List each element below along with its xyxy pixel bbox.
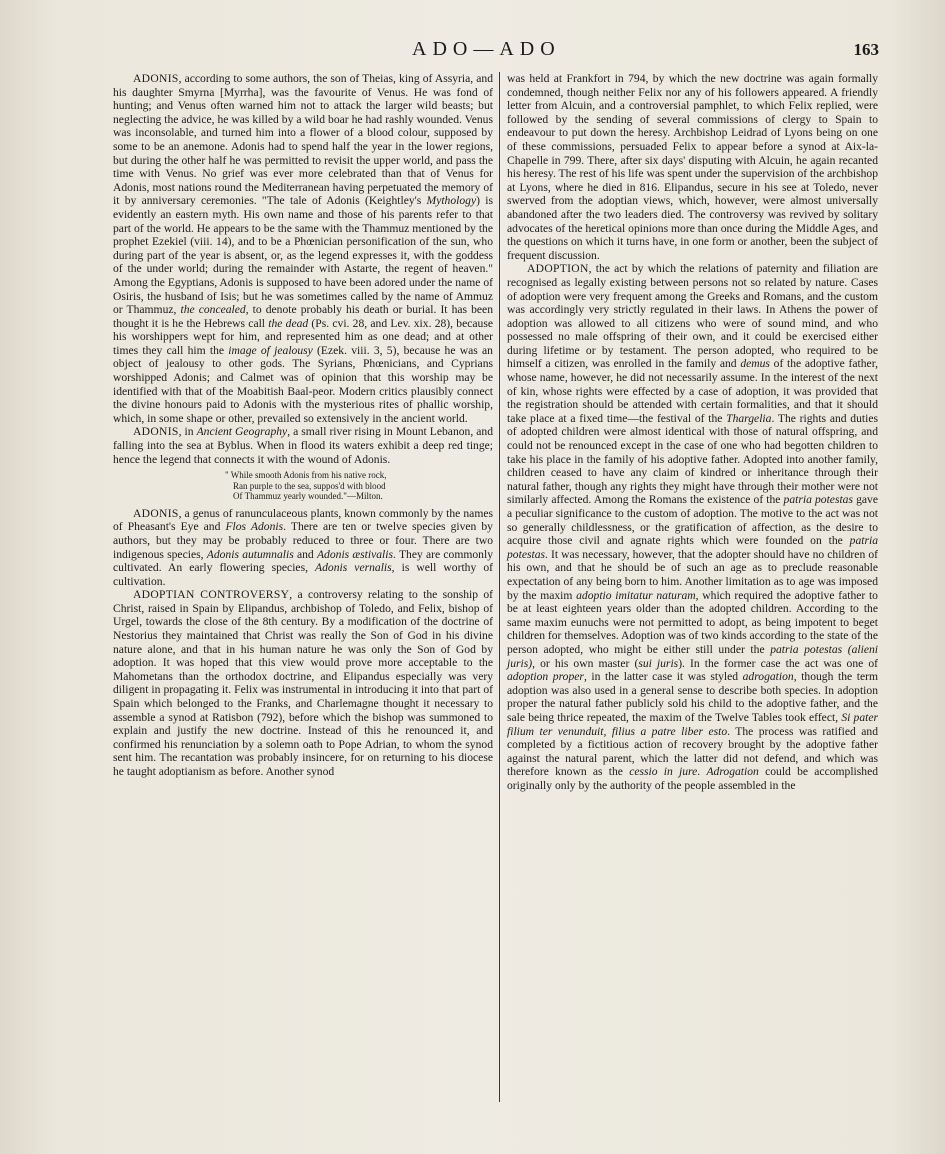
- poem-line: Of Thammuz yearly wounded."—Milton.: [233, 491, 383, 502]
- entry-italic: Thargelia: [726, 411, 772, 425]
- entry-adoptian-controversy: [113, 588, 493, 778]
- entry-adonis-river: [113, 425, 493, 466]
- entry-text: , a small river rising in Mount Lebanon, and falling into the sea at Byblus. When in flood its waters exhibit a deep red tinge; hence the legend that connects it with the wound of Adonis.: [113, 425, 494, 466]
- right-column: [507, 72, 878, 792]
- entry-text: , or his own master (: [532, 656, 639, 670]
- entry-italic: Mythology: [426, 194, 477, 208]
- headword: ADOPTIAN CONTROVERSY: [133, 588, 290, 602]
- entry-text: . They are commonly cultivated. An early flowering species,: [113, 547, 493, 575]
- entry-text: . There are ten or twelve species given by authors, but they may be probably reduced to three or four. There are two indigenous species,: [113, 520, 493, 561]
- entry-text: , according to some authors, the son of Theias, king of Assyria, and his daughter Smyrna [Myrrha], was the favourite of Venus. He was fond of hunting; and Venus often warned him not to attack the larger wild beasts; but neglecting the advice, he was killed by a wild boar he had rashly wounded. Venus was inconsolable, and turned him into a flower of a blood colour, supposed by some to be an anemone. Adonis had to spend half the year in the lower regions, but during the other half he was permitted to revisit the upper world, and pass the time with Venus. No grief was ever more celebrated than that of Venus for Adonis, most nations round the Mediterranean having perpetuated the memory of it by anniversary ceremonies. "The tale of Adonis (Keightley's: [113, 72, 493, 208]
- entry-italic: patria potestas (alieni juris): [507, 642, 878, 670]
- entry-text: and: [293, 547, 317, 561]
- entry-text: . It was necessary, however, that the adopter should have no children of his own, and that he should be of such an age as to preclude reasonable expectation of any being born to him. Another limitation as to age was imposed by the maxim: [507, 547, 878, 602]
- column-divider: [499, 72, 500, 1102]
- entry-text: . The process was ratified and completed by a fictitious action of recovery brought by the adoptive father against the natural parent, which the latter did not defend, and which was therefore known as the: [507, 724, 878, 779]
- entry-text: , in: [178, 425, 197, 439]
- entry-italic: patria potestas: [783, 493, 853, 507]
- entry-italic: image of jealousy: [228, 343, 313, 357]
- poem-line: " While smooth Adonis from his native rock,: [225, 470, 387, 481]
- entry-text: gave a peculiar significance to the custom of adoption. The motive to the act was not so generally childlessness, or the gratification of affection, as the desire to acquire those civil and agnate rights which were founded on the: [507, 493, 878, 548]
- entry-italic: adoption proper: [507, 670, 584, 684]
- entry-adonis-myth: [113, 72, 493, 425]
- entry-italic: patria potestas: [507, 534, 878, 561]
- entry-italic: the dead: [268, 316, 309, 330]
- entry-adoptian-continued: was held at Frankfort in 794, by which the new doctrine was again formally condemned, though neither Felix nor any of his followers appeared. A friendly letter from Alcuin, and a controversial pamphlet, to which Felix replied, were followed by the sending of several commissions of clergy to Spain to endeavour to put down the heresy. Archbishop Leidrad of Lyons being on one of these commissions, persuaded Felix to appear before a synod at Aix-la-Chapelle in 799. There, after six days' disputing with Alcuin, he again recanted his heresy. The rest of his life was spent under the supervision of the archbishop at Lyons, where he died in 816. Elipandus, secure in his see at Toledo, never swerved from the adoptian views, which, however, were almost universally abandoned after the two leaders died. The controversy was revived by solitary advocates of the heretical opinions more than once during the Middle Ages, and the questions on which it turns have, in one form or another, been the subject of frequent discussion.: [507, 72, 878, 262]
- entry-italic: demus: [740, 357, 770, 371]
- poem-line: Ran purple to the sea, suppos'd with blood: [233, 480, 386, 491]
- entry-italic: Ancient Geography: [196, 425, 288, 439]
- entry-italic: Si pater filium ter venunduit, filius a patre liber esto: [507, 710, 879, 738]
- entry-text: .: [697, 765, 707, 779]
- entry-text: (Ps. cvi. 28, and Lev. xix. 28), because his worshippers wept for him, and represented him as one dead; and at other times they call him the: [113, 316, 493, 357]
- headword: ADONIS: [133, 72, 179, 85]
- headword: ADONIS: [133, 506, 179, 520]
- entry-text: , a controversy relating to the sonship of Christ, raised in Spain by Elipandus, archbishop of Toledo, and Felix, bishop of Urgel, towards the close of the 8th century. By a modification of the doctrine of Nestorius they maintained that Christ was really the Son of God in his divine nature alone, and that in his human nature he was only the Son of God by adoption. It was hoped that this view would prove more acceptable to the Mahometans than the orthodox doctrine, and Elipandus especially was very diligent in propagating it. Felix was instrumental in introducing it into that part of Spain which belonged to the Franks, and Charlemagne thought it necessary to assemble a synod at Ratisbon (792), before which the bishop was summoned to explain and justify the new doctrine. Instead of this he renounced it, and confirmed his renunciation by a solemn oath to Pope Adrian, to whom the synod sent him. The recantation was probably insincere, for on returning to his diocese he taught adoptianism as before. Another synod: [113, 588, 494, 778]
- entry-italic: sui juris: [638, 656, 679, 670]
- entry-text: , in the latter case it was styled: [583, 670, 743, 684]
- entry-text: (Ezek. viii. 3, 5), because he was an object of jealousy to other gods. The Syrians, Phœnicians, and Cyprians worshipped Adonis; and Calmet was of opinion that this worship may be identified with that of the Moabitish Baal-peor. Modern critics plausibly connect the divine honours paid to Adonis with the mysterious rites of phallic worship, which, in some shape or other, prevailed so extensively in the ancient world.: [113, 343, 493, 425]
- poem-quotation: [225, 470, 493, 502]
- entry-text: , though the term adoption was also used in a general sense to describe both species. In adoption proper the natural father publicly sold his child to the adoptive father, and the sale being thrice repeated, the maxim of the Twelve Tables took effect,: [507, 670, 878, 724]
- entry-text: , to denote probably his death or burial. It has been thought it is he the Hebrews call: [113, 303, 493, 330]
- entry-italic: Adonis vernalis: [315, 561, 392, 575]
- page-number: 163: [853, 40, 879, 59]
- entry-text: , the act by which the relations of paternity and filiation are recognised as legally existing between persons not so related by nature. Cases of adoption were very frequent among the Greeks and Romans, and the custom was accordingly very strictly regulated in their laws. In Athens the power of adoption was allowed to all citizens who were of sound mind, and who possessed no male offspring of their own, and it could be exercised either during lifetime or by testament. The person adopted, who required to be himself a citizen, was enrolled in the family and: [507, 262, 878, 371]
- left-column: [113, 72, 493, 779]
- entry-italic: the concealed: [180, 303, 246, 317]
- entry-italic: Adonis autumnalis: [206, 547, 294, 561]
- entry-text: of the adoptive father, whose name, however, he did not necessarily assume. In the interest of the next of kin, whose rights were effected by a case of adoption, it was provided that the registration should be attended with certain formalities, and that it should take place at a fixed time—the festival of the: [507, 357, 878, 425]
- entry-text: , which required the adoptive father to be at least eighteen years older than the adopted children. According to the same maxim eunuchs were not permitted to adopt, as being impotent to beget children for themselves. Adoption was of two kinds according to the state of the person adopted, who might be either still under the: [507, 588, 878, 656]
- entry-adonis-plant: [113, 507, 493, 589]
- headword: ADONIS: [133, 425, 179, 439]
- entry-italic: cessio in jure: [629, 765, 698, 779]
- entry-italic: adoptio imitatur naturam: [576, 588, 696, 602]
- entry-text: ) is evidently an eastern myth. His own name and those of his parents refer to that part of the world. He appears to be the same with the Thammuz mentioned by the prophet Ezekiel (viii. 14), and to be a Phœnician personification of the sun, who during part of the year is absent, or, as the legend expresses it, with the goddess of the under world; during the remainder with Astarte, the regent of heaven." Among the Egyptians, Adonis is supposed to have been adored under the name of Osiris, the husband of Isis; but he was sometimes called by the name of Ammuz or Thammuz,: [113, 194, 493, 317]
- entry-italic: adrogation: [742, 670, 794, 684]
- entry-text: , is well worthy of cultivation.: [113, 561, 493, 588]
- entry-adoption: [507, 262, 878, 792]
- entry-italic: Adrogation: [706, 765, 759, 779]
- running-header: [0, 38, 945, 60]
- entry-text: ). In the former case the act was one of: [678, 656, 879, 670]
- entry-italic: Flos Adonis: [225, 520, 284, 534]
- running-title: ADO—ADO: [412, 38, 561, 60]
- entry-text: could be accomplished originally only by the authority of the people assembled in the: [507, 765, 879, 792]
- entry-text: . The rights and duties of adopted children were almost identical with those of natural offspring, and could not be renounced except in the case of one who had begotten children to take his place in the family of his adoptive father. Adopted into another family, children ceased to have any claim of kindred or inheritance through their natural father, though any rights they might have through their mother were not similarly affected. Among the Romans the existence of the: [507, 411, 878, 507]
- entry-text: , a genus of ranunculaceous plants, known commonly by the names of Pheasant's Eye and: [113, 506, 493, 534]
- headword: ADOPTION: [527, 262, 589, 276]
- entry-italic: Adonis æstivalis: [316, 547, 394, 561]
